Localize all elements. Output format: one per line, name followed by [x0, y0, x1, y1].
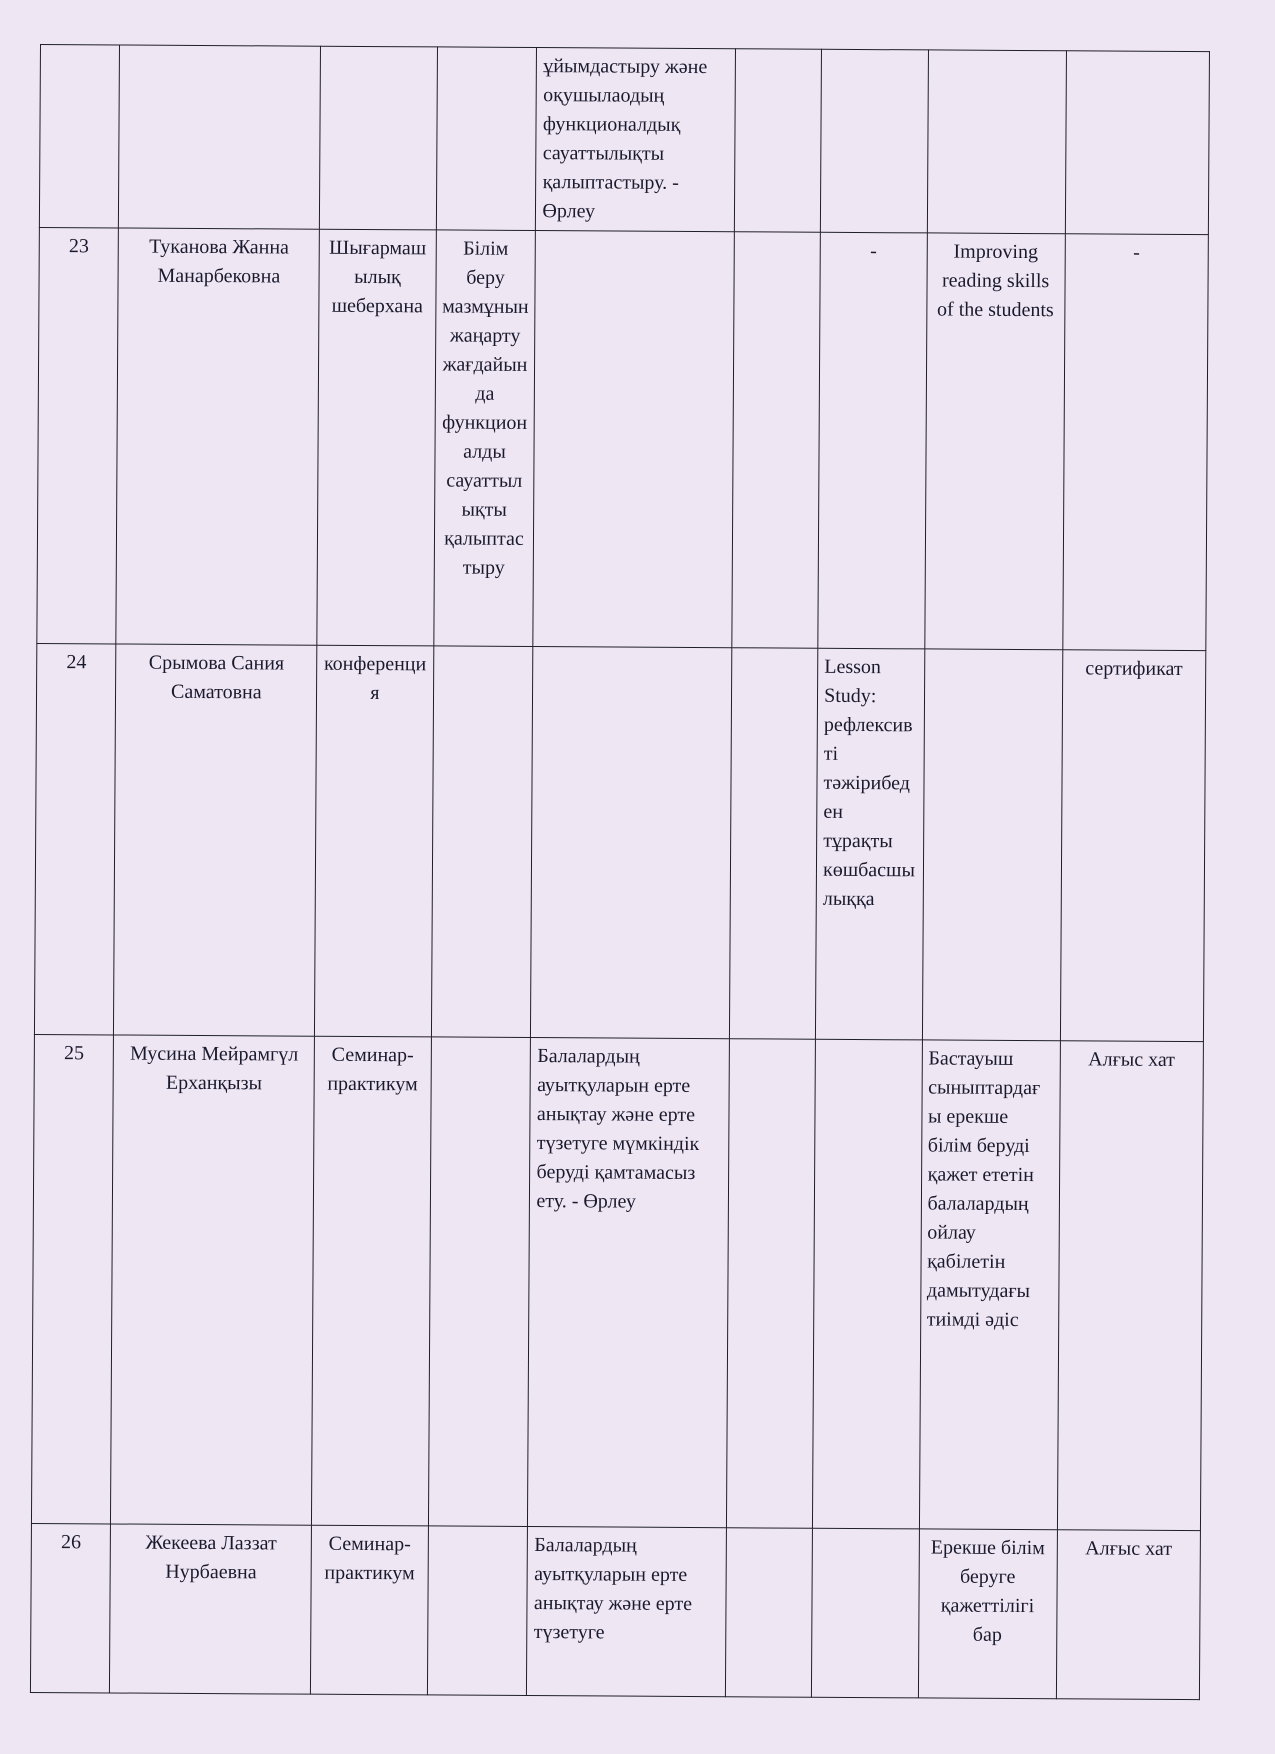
teacher-name: Туканова Жанна Манарбековна: [116, 228, 320, 645]
event-description: Балалардың ауытқуларын ерте анықтау және ерте түзетуге мүмкіндік беруді қамтамасыз ету. - Өрлеу: [528, 1038, 730, 1528]
cell-col6: [730, 648, 818, 1040]
cell-col6: [735, 49, 822, 233]
cell-col6: [727, 1039, 816, 1529]
cell-col7: [811, 1528, 918, 1698]
result-document: -: [1062, 234, 1208, 651]
event-description: Балалардың ауытқуларын ерте анықтау және ерте түзетуге: [527, 1527, 727, 1697]
event-description: [533, 231, 734, 648]
event-description: [531, 647, 732, 1039]
event-topic: [436, 47, 537, 231]
cell-col6: [726, 1528, 813, 1698]
event-format: Семинар-практикум: [311, 1525, 428, 1695]
cell-col8: Ерекше білім беруге қажеттілігі бар: [918, 1529, 1057, 1699]
event-topic: Білім беру мазмұнын жаңарту жағдайында функционалды сауаттылықты қалыптастыру: [433, 230, 535, 647]
cell-col8: [922, 649, 1062, 1041]
event-topic: [431, 646, 533, 1038]
row-number: 24: [34, 643, 116, 1034]
cell-col8: Improving reading skills of the students: [924, 233, 1065, 650]
cell-col7: [813, 1039, 922, 1529]
event-format: Семинар-практикум: [312, 1036, 431, 1526]
result-document: сертификат: [1060, 650, 1206, 1042]
table-row: [34, 643, 1205, 1041]
result-document: Алғыс хат: [1057, 1041, 1203, 1531]
event-format: Шығармашылық шеберхана: [317, 229, 436, 646]
cell-col7: -: [818, 232, 927, 649]
cell-col7: Lesson Study: рефлексивті тәжірибеден тұрақты көшбасшылыққа: [816, 648, 925, 1040]
cell-col8: Бастауыш сыныптардағы ерекше білім беруді қажет ететін балалардың ойлау қабілетін дамытудағы тиімді әдіс: [919, 1040, 1060, 1530]
table-row: [31, 1034, 1203, 1530]
result-document: Алғыс хат: [1056, 1530, 1201, 1700]
teacher-name: Срымова Сания Саматовна: [114, 644, 317, 1036]
row-number: [39, 45, 119, 228]
cell-col6: [732, 232, 820, 649]
event-topic: [427, 1526, 528, 1696]
teacher-name: [119, 45, 321, 229]
teacher-development-table: [30, 44, 1210, 1700]
result-document: [1065, 51, 1210, 235]
table-row: [30, 1523, 1200, 1699]
event-format: [320, 46, 437, 230]
event-description: ұйымдастыру және оқушылаодың функционалдық сауаттылықты қалыптастыру. - Өрлеу: [536, 48, 736, 232]
cell-col8: [927, 50, 1066, 234]
row-number: 23: [37, 227, 119, 643]
event-format: конференция: [315, 645, 434, 1037]
teacher-name: Мусина Мейрамгүл Ерханқызы: [111, 1035, 315, 1525]
cell-col7: [820, 49, 928, 233]
teacher-name: Жекеева Лаззат Нурбаевна: [110, 1524, 312, 1694]
table-row: [37, 227, 1209, 650]
table-row: [39, 45, 1209, 235]
event-topic: [428, 1037, 531, 1527]
row-number: 26: [30, 1523, 110, 1692]
row-number: 25: [31, 1034, 113, 1523]
